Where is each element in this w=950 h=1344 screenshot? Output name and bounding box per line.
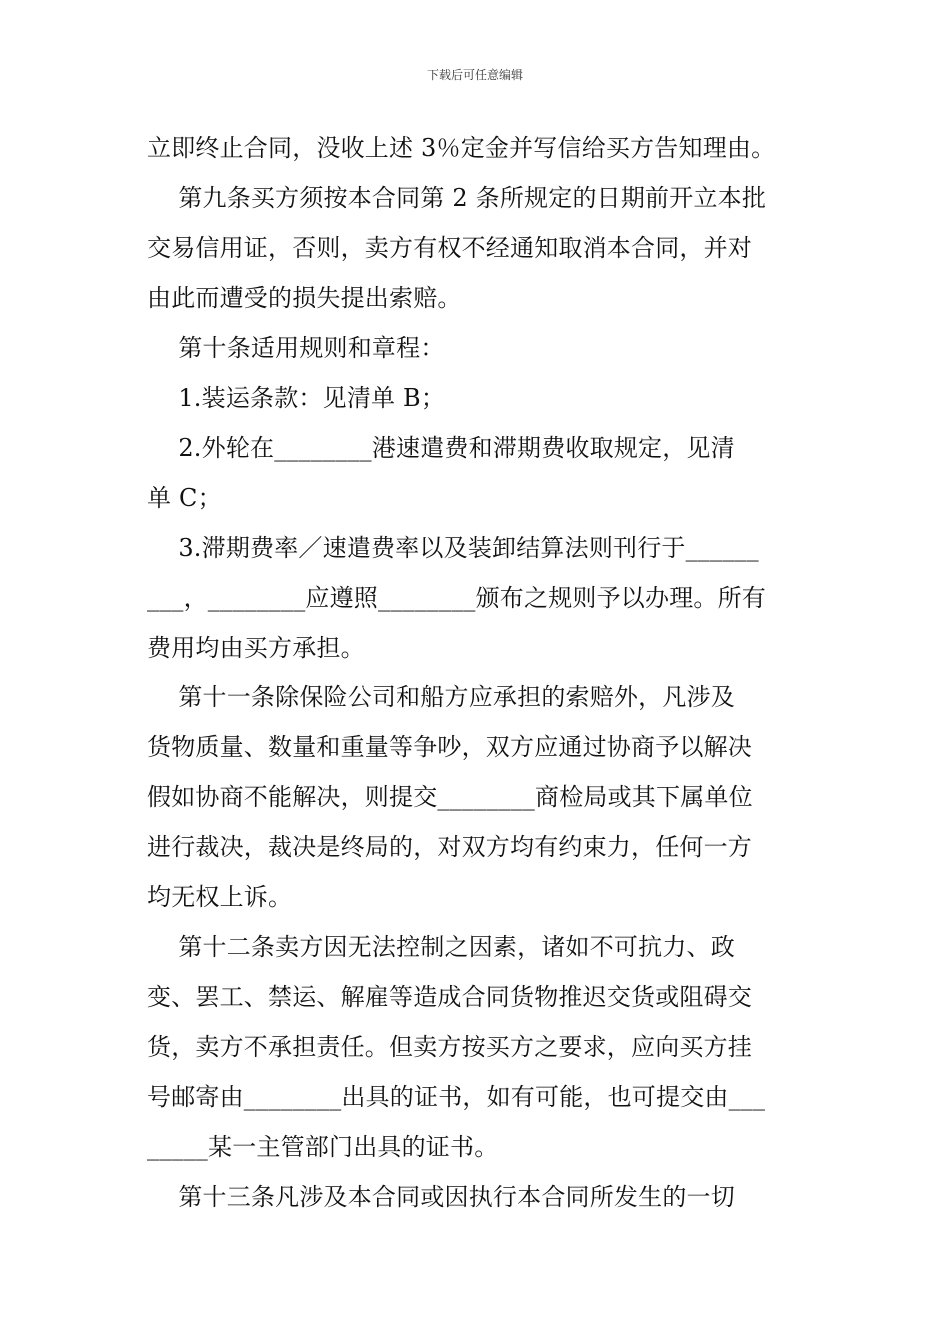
text-line: ___，________应遵照________颁布之规则予以办理。所有 bbox=[147, 584, 766, 612]
text-line: 第九条买方须按本合同第 2 条所规定的日期前开立本批 bbox=[147, 184, 767, 212]
text-line: 第十三条凡涉及本合同或因执行本合同所发生的一切 bbox=[147, 1183, 735, 1211]
text-line: 假如协商不能解决，则提交________商检局或其下属单位 bbox=[147, 783, 753, 811]
text-line: 均无权上诉。 bbox=[147, 883, 293, 911]
text-line: 由此而遭受的损失提出索赔。 bbox=[147, 284, 462, 312]
text-line: 3.滞期费率／速遣费率以及装卸结算法则刊行于______ bbox=[147, 534, 759, 562]
text-line: 单 C； bbox=[147, 484, 222, 512]
text-line: 2.外轮在________港速遣费和滞期费收取规定，见清 bbox=[147, 434, 735, 462]
text-line: 立即终止合同，没收上述 3％定金并写信给买方告知理由。 bbox=[147, 134, 776, 162]
text-line: _____某一主管部门出具的证书。 bbox=[147, 1133, 499, 1161]
text-line: 第十二条卖方因无法控制之因素，诸如不可抗力、政 bbox=[147, 933, 735, 961]
text-line: 变、罢工、禁运、解雇等造成合同货物推迟交货或阻碍交 bbox=[147, 983, 752, 1011]
text-line: 第十条适用规则和章程： bbox=[147, 334, 445, 362]
text-line: 货物质量、数量和重量等争吵，双方应通过协商予以解决 bbox=[147, 733, 752, 761]
text-line: 费用均由买方承担。 bbox=[147, 634, 365, 662]
text-line: 交易信用证，否则，卖方有权不经通知取消本合同，并对 bbox=[147, 234, 752, 262]
page-header: 下载后可任意编辑 bbox=[426, 68, 523, 82]
text-line: 进行裁决，裁决是终局的，对双方均有约束力，任何一方 bbox=[147, 833, 752, 861]
text-line: 第十一条除保险公司和船方应承担的索赔外，凡涉及 bbox=[147, 683, 735, 711]
text-line: 货，卖方不承担责任。但卖方按买方之要求，应向买方挂 bbox=[147, 1033, 752, 1061]
text-line: 1.装运条款：见清单 B； bbox=[147, 384, 446, 412]
text-line: 号邮寄由________出具的证书，如有可能，也可提交由___ bbox=[147, 1083, 766, 1111]
